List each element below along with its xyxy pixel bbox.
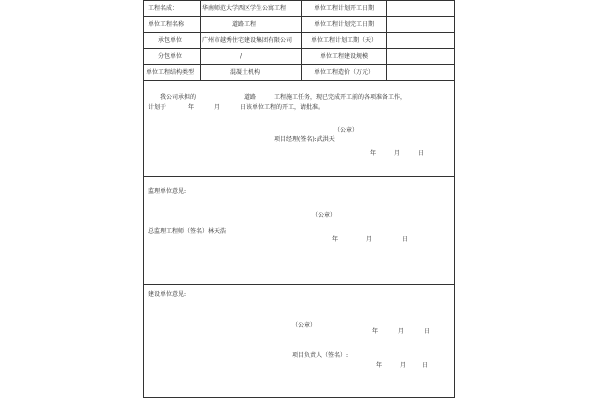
application-month: 月 [214, 104, 221, 111]
owner-opinion-title: 建设单位意见: [148, 291, 187, 298]
owner-date2-month: 月 [400, 362, 407, 369]
label-construction-scale: 单位工程建设规模 [319, 52, 368, 60]
contractor-date-year: 年 [370, 150, 377, 157]
owner-date1-year: 年 [372, 328, 379, 335]
supervisor-date-day: 日 [402, 236, 409, 243]
label-planned-duration: 单位工程计划工期（天） [310, 36, 377, 44]
divider [386, 1, 387, 81]
divider [200, 1, 201, 81]
value-project-name: 华南师范大学西区学生公寓工程 [202, 4, 287, 12]
label-construction-cost: 单位工程造价（万元） [313, 68, 374, 76]
value-planned-finish-date [390, 17, 452, 32]
contractor-application-section [144, 81, 454, 177]
value-construction-cost [390, 65, 452, 80]
supervisor-opinion-title: 监理单位意见: [148, 188, 187, 195]
project-manager-signature: 项目经理(签名):武洪天 [274, 136, 335, 143]
owner-seal: （公章） [292, 322, 317, 329]
supervisor-date-year: 年 [332, 236, 339, 243]
owner-date2-year: 年 [376, 362, 383, 369]
supervisor-seal: （公章） [312, 212, 337, 219]
application-text-request: 日该单位工程的开工，请批准。 [240, 104, 325, 111]
owner-opinion-section [144, 285, 454, 398]
form-row-subcontractor [144, 49, 454, 65]
value-planned-start-date [390, 1, 452, 16]
supervisor-date-month: 月 [366, 236, 373, 243]
form-row-structure-type [144, 65, 454, 81]
contractor-date-day: 日 [418, 150, 425, 157]
application-text-plan: 计划于 [148, 104, 167, 111]
application-text-project: 道路 [244, 94, 257, 101]
form-row-contractor [144, 33, 454, 49]
form-row-project-name [144, 1, 454, 17]
label-planned-finish-date: 单位工程计划完工日期 [313, 20, 374, 28]
contractor-seal: （公章） [334, 127, 359, 134]
application-year: 年 [188, 104, 195, 111]
application-text-start: 我公司承担的 [160, 94, 197, 101]
value-planned-duration [390, 33, 452, 48]
owner-date2-day: 日 [422, 362, 429, 369]
label-structure-type: 单位工程结构类型 [146, 68, 195, 76]
label-unit-project-name: 单位工程名称 [148, 20, 185, 28]
value-subcontractor: / [240, 52, 243, 60]
project-responsible-signature: 项目负责人（签名）: [292, 352, 349, 359]
supervisor-opinion-section [144, 177, 454, 285]
form-row-unit-project-name [144, 17, 454, 33]
application-text-task: 工程施工任务，现已完成开工前的各项准备工作， [274, 94, 407, 101]
chief-supervisor-signature: 总监理工程师（签名）林天浩 [148, 228, 227, 235]
owner-date1-day: 日 [424, 328, 431, 335]
value-structure-type: 混凝土机构 [230, 68, 261, 76]
value-contractor: 广州市越秀住宅建设集团有限公司 [202, 36, 293, 44]
divider [301, 1, 302, 81]
label-project-name: 工程名成： [148, 4, 179, 12]
value-unit-project-name: 道路工程 [232, 20, 257, 28]
contractor-date-month: 月 [394, 150, 401, 157]
label-planned-start-date: 单位工程计划开工日期 [313, 4, 374, 12]
label-subcontractor: 分包单位 [158, 52, 183, 60]
label-contractor: 承包单位 [158, 36, 183, 44]
owner-date1-month: 月 [398, 328, 405, 335]
commencement-application-form [143, 0, 455, 398]
value-construction-scale [390, 49, 452, 64]
